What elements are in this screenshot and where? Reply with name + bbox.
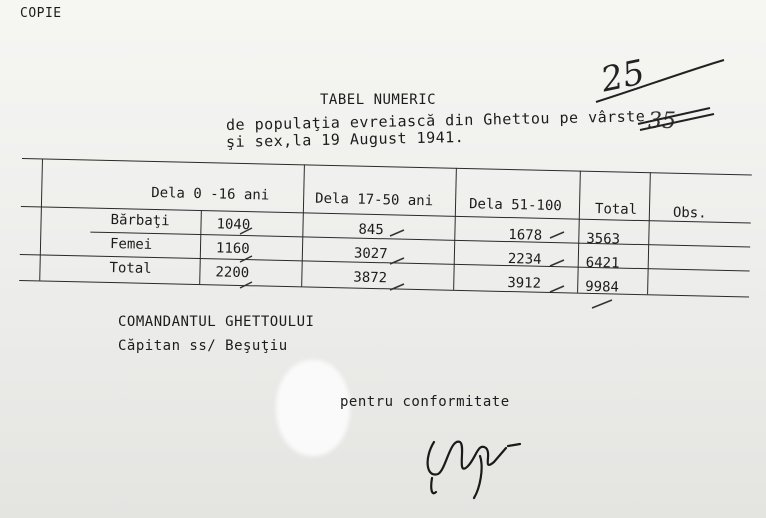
- table-cell: 845: [358, 221, 384, 239]
- struck-number-text: 35: [648, 109, 676, 134]
- table-cell: 3872: [353, 269, 388, 287]
- document-subtitle-line1: de populaţia evreiască din Ghettou pe vârste: [225, 107, 646, 134]
- conformity-note: pentru conformitate: [340, 394, 510, 410]
- row-label-barbati: Bărbaţi: [110, 212, 170, 230]
- copy-mark: COPIE: [20, 6, 62, 21]
- table-cell: 6421: [585, 254, 620, 272]
- commander-name: Căpitan ss/ Beşuţiu: [118, 338, 288, 354]
- header-age-0-16: Dela 0 -16 ani: [151, 184, 270, 204]
- row-label-femei: Femei: [109, 236, 153, 253]
- table-cell: 3027: [353, 245, 388, 263]
- header-total: Total: [594, 201, 638, 218]
- header-obs: Obs.: [672, 204, 707, 222]
- pen-tick-marks: [220, 220, 640, 320]
- table-cell: 3563: [586, 230, 621, 248]
- document-title: TABEL NUMERIC: [320, 92, 437, 108]
- table-rule: [39, 158, 43, 280]
- table-cell: 1040: [216, 216, 251, 234]
- header-age-51-100: Dela 51-100: [468, 196, 562, 215]
- header-age-17-50: Dela 17-50 ani: [314, 190, 434, 210]
- table-cell: 2234: [507, 251, 542, 268]
- table-cell: 3912: [507, 275, 542, 292]
- table-cell: 1678: [508, 227, 543, 244]
- table-rule: [199, 210, 202, 284]
- row-label-total: Total: [109, 260, 152, 277]
- table-cell: 1160: [215, 240, 250, 258]
- table-cell: 2200: [215, 264, 250, 282]
- commander-title: COMANDANTUL GHETTOULUI: [118, 314, 315, 330]
- document-subtitle-line2: şi sex,la 19 August 1941.: [225, 128, 465, 151]
- table-rule: [647, 172, 651, 294]
- paper-blemish: [276, 360, 350, 456]
- page-number-text: 25: [597, 52, 649, 101]
- handwritten-signature: [420, 418, 530, 508]
- table-cell: 9984: [585, 278, 620, 296]
- handwritten-page-number: [590, 40, 730, 150]
